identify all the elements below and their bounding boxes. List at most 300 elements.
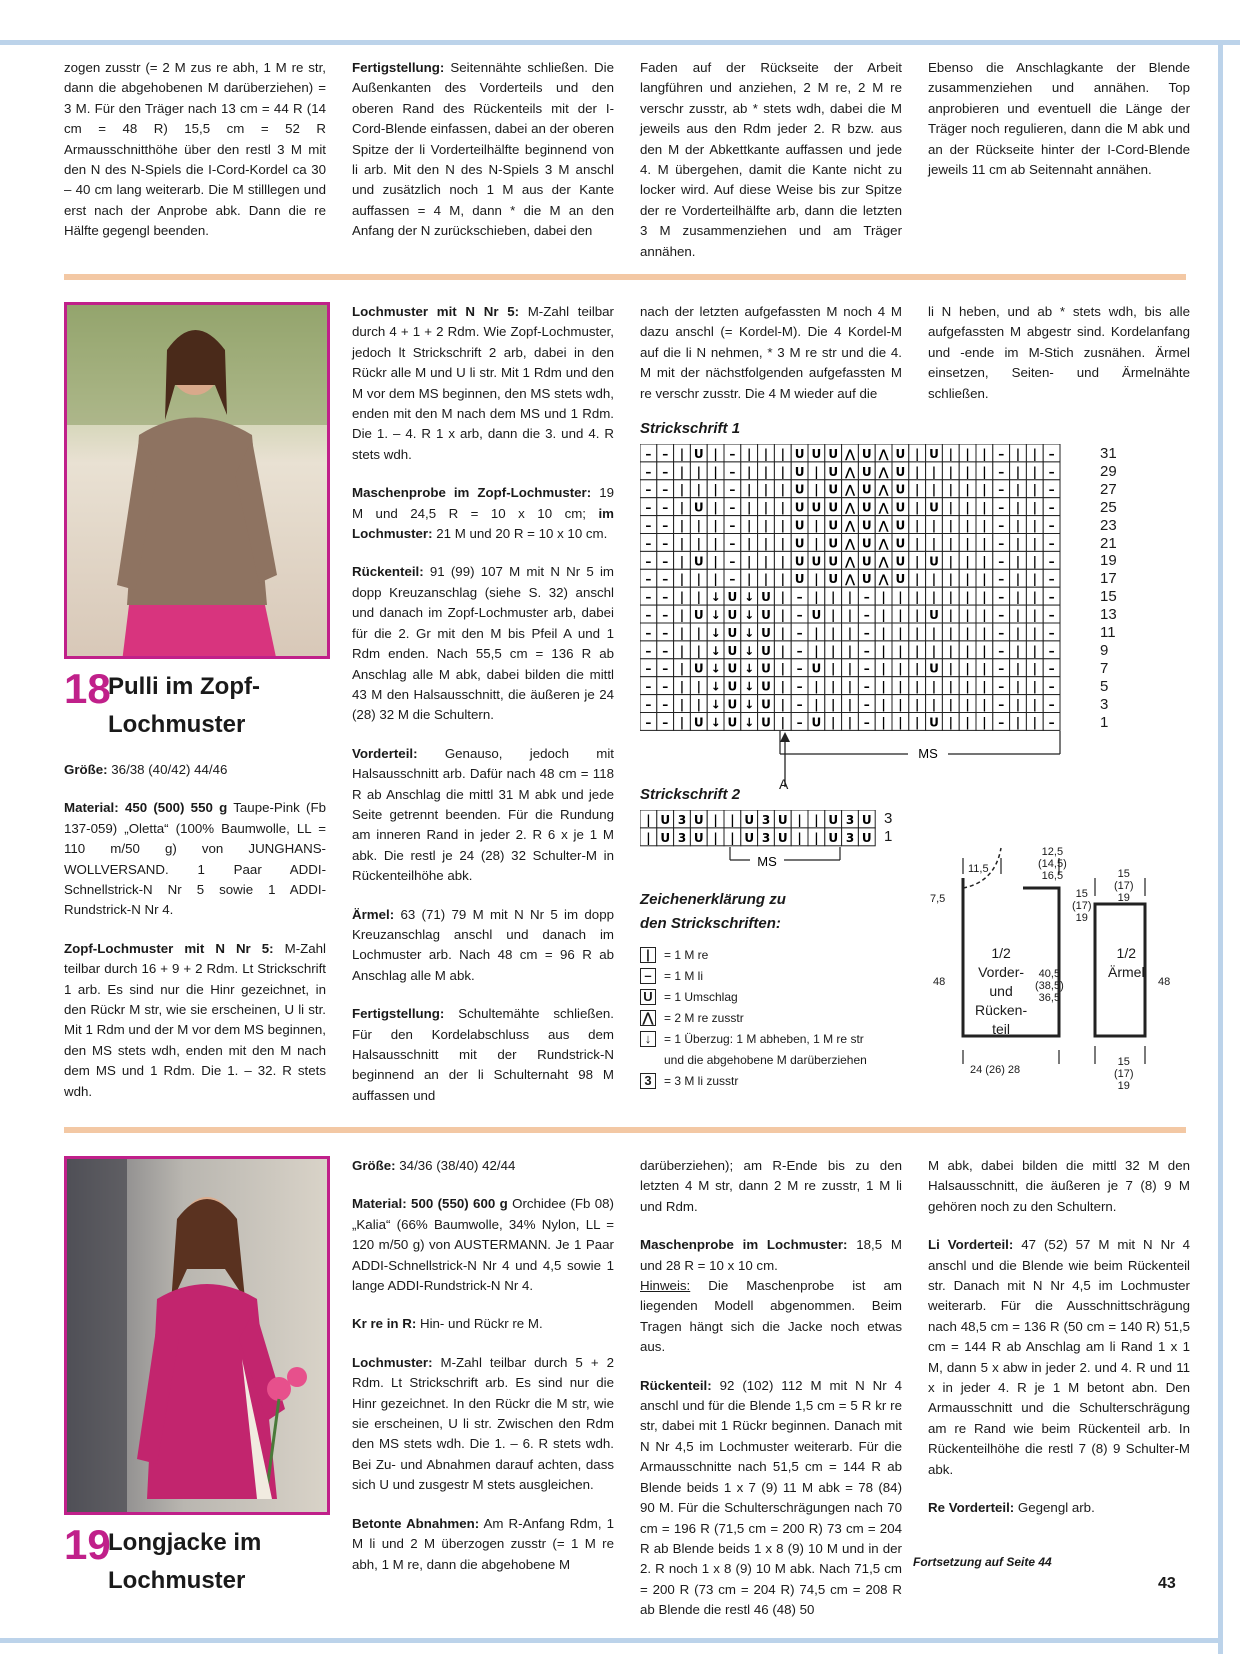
dim-body-width: 24 (26) 28 [970,1064,1021,1076]
chart-symbol: – [796,661,803,676]
chart-symbol: | [814,464,819,479]
chart-symbol: | [747,536,752,551]
top-column-4 [928,58,1190,198]
chart-symbol: | [847,661,853,676]
chart-symbol: | [763,554,769,569]
legend-text: = 1 Überzug: 1 M abheben, 1 M re str [664,1031,864,1046]
chart-symbol: | [780,518,785,533]
chart-symbol: ⋀ [844,482,856,497]
chart-symbol: ↓ [710,643,721,658]
chart-symbol: U [727,679,738,694]
chart-symbol: | [982,464,987,479]
chart-symbol: | [965,464,970,479]
chart-symbol: | [763,464,769,479]
chart-symbol: ⋀ [878,464,889,479]
chart-symbol: | [982,625,987,640]
chart-symbol: U [794,554,805,569]
chart-symbol: ↓ [710,679,721,694]
chart-row-number: 1 [884,827,893,845]
chart-symbol: | [814,536,819,551]
chart-symbol: | [948,625,953,640]
chart-symbol: | [965,661,970,676]
chart-symbol: | [814,518,819,533]
chart-symbol: | [814,812,819,827]
p18-material: Material: 450 (500) 550 g Taupe-Pink (Fb 137-059) „Oletta“ (100% Baumwolle, LL = 110 m/50 g) von JUNGHANS-WOLLVERSAND. 1 Paar ADDI-Schnellstrick-N Nr 5 sowie 1 ADDI-Rundstrick-N Nr 4. [64,800,326,918]
chart-symbol: | [780,572,785,587]
chart-symbol: | [1032,679,1037,694]
chart-symbol: | [679,572,685,587]
chart-symbol: U [895,446,906,461]
chart-symbol: – [1048,679,1055,694]
legend-row [640,944,900,965]
chart-symbol: – [1048,554,1055,569]
chart-symbol: U [794,518,805,533]
chart-symbol: – [645,536,652,551]
chart-symbol: | [1032,643,1037,658]
chart-symbol: | [982,500,987,515]
chart-symbol: | [965,554,970,569]
chart-2-title: Strickschrift 2 [640,786,741,803]
chart-symbol: | [915,590,920,605]
chart-symbol: – [1048,500,1055,515]
chart-symbol: – [662,625,669,640]
chart-symbol: | [965,590,970,605]
chart-symbol: U [929,661,939,676]
chart-symbol: | [780,679,785,694]
chart-symbol: ⋀ [844,554,856,569]
chart-symbol: ↓ [744,590,755,605]
page-frame-bottom [0,1638,1222,1643]
pattern-18-name-line1: Pulli im Zopf- [108,673,260,700]
chart-legend [640,944,900,1091]
chart-symbol: – [662,536,669,551]
chart-symbol: U [660,812,671,827]
chart-symbol: | [898,661,903,676]
chart-symbol: – [796,643,803,658]
chart-symbol: – [998,446,1005,461]
chart-symbol: ↓ [744,697,755,712]
chart-symbol: ⋀ [878,500,889,515]
chart-symbol: | [1032,464,1037,479]
chart-symbol: – [1048,697,1055,712]
chart-symbol: ⋀ [844,572,856,587]
chart-symbol: – [645,500,652,515]
chart-symbol: | [881,625,886,640]
chart-symbol: | [780,446,785,461]
chart-symbol: | [713,830,718,845]
chart-symbol: – [729,536,736,551]
chart-symbol: – [729,554,736,569]
chart-symbol: U [693,812,704,827]
chart-symbol: | [1032,536,1037,551]
chart-symbol: – [645,482,652,497]
chart-symbol: U [811,661,822,676]
chart-symbol: | [831,608,836,622]
chart-symbol: | [1032,715,1037,730]
chart-symbol: | [696,464,701,479]
chart-symbol: U [794,572,805,587]
chart-symbol: | [1032,518,1037,533]
p19-hinweis: Hinweis: Die Maschenprobe ist am liegenden Modell abgenommen. Beim Tragen hängt sich die Jacke noch etwas aus. [640,1278,902,1355]
chart-symbol: | [915,697,920,712]
pattern-18-number: 18 [64,665,111,712]
chart-symbol: – [998,554,1005,569]
chart-symbol: U [861,500,872,515]
p18-column-1 [64,760,326,1120]
chart-symbol: | [948,697,953,712]
chart-symbol: | [763,536,769,551]
chart-symbol: – [662,518,669,533]
pattern-19-name-line1: Longjacke im [108,1529,262,1556]
chart-symbol: | [948,482,953,497]
legend-text: = 1 M re [664,947,709,962]
chart-symbol: | [814,697,819,712]
dim-armhole-top: 15 (17) 19 [1072,888,1092,924]
knitting-chart-1 [640,444,1090,764]
chart-symbol: | [982,536,987,551]
chart-symbol: | [948,661,953,676]
chart-symbol: – [662,679,669,694]
legend-text: = 3 M li zusstr [664,1073,739,1088]
legend-text: = 2 M re zusstr [664,1010,744,1025]
chart-symbol: | [831,679,836,694]
chart-symbol: – [645,608,652,622]
chart-symbol: | [713,464,718,479]
chart-symbol: U [660,830,671,845]
chart-symbol: | [696,625,701,640]
chart-symbol: ⋀ [878,446,889,461]
chart-symbol: | [831,590,836,605]
chart-symbol: ↓ [744,715,755,730]
chart-symbol: | [696,572,701,587]
chart-symbol: | [696,536,701,551]
chart-symbol: | [713,500,718,515]
chart-symbol: – [796,697,803,712]
chart-symbol: U [727,625,738,640]
chart-symbol: | [1015,482,1021,497]
chart-symbol: | [965,446,970,461]
chart-symbol: U [861,464,872,479]
chart-symbol: | [931,536,937,551]
chart-symbol: ↓ [744,661,755,676]
chart-symbol: – [645,464,652,479]
chart-symbol: – [662,590,669,605]
chart-symbol: – [1048,464,1055,479]
model-photo-18 [67,305,330,659]
chart-symbol: ↓ [710,697,721,712]
chart-symbol: | [948,715,953,730]
chart-symbol: | [982,661,987,676]
pattern-18-title [64,665,326,748]
p19-re-vorderteil: Re Vorderteil: Gegengl arb. [928,1500,1095,1516]
chart-symbol: | [881,608,886,622]
chart-symbol: U [693,661,704,676]
top-text-1: zogen zusstr (= 2 M zus re abh, 1 M re str, dann die abgehobenen M darüberziehen) = 3 M. Für den Träger nach 13 cm = 44 R (14 cm = 48 R) 15,5 cm = 52 R Armausschnitthöhe über den restl 3 M mit den N des N-Spiels die I-Cord-Kordel ca 30 – 40 cm lang weiterarb. Die M stilllegen und erst nach der Anprobe abk. Dann die re Hälfte gegengl beenden. [64,60,326,239]
chart-symbol: U [693,715,704,730]
dim-sleeve-height: 48 [1158,976,1171,988]
chart-symbol: | [982,572,987,587]
p18-loch: Lochmuster mit N Nr 5: M-Zahl teilbar durch 4 + 1 + 2 Rdm. Wie Zopf-Lochmuster, jedoch lt Strickschrift 2 arb, dabei in den Rückr alle M und U li str. Mit 1 Rdm und den M vor dem MS beginnen, den MS stets wdh, enden mit den M nach dem MS und 1 Rdm. Die 1. – 4. R 1 x arb, dann die 3. und 4. R stets wdh. [352,304,614,462]
chart-symbol: U [929,554,939,569]
chart-symbol: | [948,572,953,587]
body-label: 1/2 Vorder- und Rücken- teil [975,945,1028,1037]
chart-symbol: U [828,830,839,845]
chart-symbol: | [780,608,785,622]
chart-symbol: – [645,518,652,533]
dim-sleeve-bottom: 15 (17) 19 [1114,1056,1134,1092]
p18-column-4 [928,302,1190,422]
chart-symbol: | [1015,608,1021,622]
chart-symbol: | [965,536,970,551]
chart-symbol: | [1015,536,1021,551]
chart-symbol: – [1048,715,1055,730]
chart-symbol: – [1048,572,1055,587]
legend-row [640,1028,900,1049]
chart-symbol: | [646,812,651,827]
chart-symbol: U [794,500,805,515]
chart-symbol: – [645,572,652,587]
chart-symbol: – [796,625,803,640]
chart-symbol: | [847,590,853,605]
chart-symbol: | [747,554,752,569]
top-column-3 [640,58,902,280]
chart-row-number: 15 [1100,588,1117,606]
chart-symbol: U [761,715,771,730]
chart-1-title: Strickschrift 1 [640,420,741,437]
chart-symbol: | [881,661,886,676]
p19-probe: Maschenprobe im Lochmuster: 18,5 M und 28 R = 10 x 10 cm. [640,1237,902,1273]
chart-symbol: | [881,643,886,658]
chart-symbol: | [931,679,937,694]
chart-symbol: – [796,590,803,605]
legend-row [640,1070,900,1091]
chart-symbol: – [1048,625,1055,640]
chart-symbol: ↓ [744,608,755,622]
chart-symbol: | [915,572,920,587]
knitting-chart-2 [640,810,890,870]
chart-symbol: | [965,625,970,640]
chart-symbol: | [679,590,685,605]
chart-symbol: U [861,536,872,551]
dim-armhole-height: 40,5 (38,5) 36,5 [1035,968,1064,1004]
p18-text-3: nach der letzten aufgefassten M noch 4 M dazu anschl (= Kordel-M). Die 4 Kordel-M auf die li N nehmen, * 3 M re str und die 4. M mit der nächstfolgenden aufgefassten M re verschr zusstr. Die 4 M wieder auf die [640,304,902,401]
chart-symbol: | [679,625,685,640]
chart-symbol: U [861,518,872,533]
chart-symbol: ⋀ [844,536,856,551]
chart-symbol: | [948,590,953,605]
chart-symbol: | [931,464,937,479]
chart-symbol: – [998,518,1005,533]
chart-symbol: | [831,697,836,712]
chart-symbol: U [861,482,872,497]
chart-symbol: U [828,572,839,587]
legend-symbol-icon: ↓ [640,1031,656,1047]
chart-symbol: – [662,608,669,622]
chart-symbol: U [727,590,738,605]
chart-symbol: ↓ [710,661,721,676]
chart-symbol: | [1032,500,1037,515]
chart-symbol: | [881,715,886,730]
chart-symbol: – [998,697,1005,712]
chart-symbol: | [713,572,718,587]
chart-symbol: U [929,608,939,622]
chart-symbol: | [797,830,802,845]
legend-symbol-icon: U [640,989,656,1005]
chart-symbol: | [780,500,785,515]
chart-symbol: | [915,661,920,676]
chart-symbol: – [998,679,1005,694]
chart-symbol: | [847,608,853,622]
chart-symbol: U [727,661,738,676]
chart-symbol: | [965,679,970,694]
chart-symbol: | [931,518,937,533]
chart-symbol: | [696,518,701,533]
chart-symbol: U [895,536,906,551]
chart-symbol: – [662,500,669,515]
chart-symbol: | [747,482,752,497]
chart-symbol: | [679,697,685,712]
chart-symbol: – [729,482,736,497]
chart-symbol: – [645,643,652,658]
chart-symbol: | [1015,715,1021,730]
chart-symbol: – [796,715,803,730]
chart-symbol: – [863,608,870,622]
chart-symbol: | [1015,697,1021,712]
chart-symbol: | [679,608,685,622]
chart-symbol: U [929,446,939,461]
chart-symbol: U [828,518,839,533]
chart-symbol: ⋀ [844,500,856,515]
chart-symbol: ⋀ [844,446,856,461]
chart-symbol: | [915,500,920,515]
chart-symbol: U [861,446,872,461]
chart-symbol: U [811,608,822,622]
chart-symbol: | [982,554,987,569]
chart-symbol: ↓ [710,590,721,605]
chart-row-number: 17 [1100,570,1117,588]
chart-row-number: 9 [1100,641,1109,659]
legend-symbol-icon: | [640,947,656,963]
chart-symbol: | [1015,554,1021,569]
dim-top-right: 12,5 (14,5) 16,5 [1038,846,1067,882]
pattern-19-name-line2: Lochmuster [108,1567,246,1594]
p19-rueckenteil: Rückenteil: 92 (102) 112 M mit N Nr 4 anschl und für die Blende 1,5 cm = 5 R kr re str, dabei mit 1 Rückr beginnen. Danach mit N Nr 4,5 im Lochmuster weiterarb. Für die Armausschnitte nach 51,5 cm = 144 R ab Blende beids 1 x 7 (9) 11 M abk = 78 (84) 90 M. Für die Schulterschrägungen nach 70 cm = 196 R (71,5 cm = 200 R) 73 cm = 204 R ab Blende beids 1 x 8 (9) 10 M und in der 2. R noch 1 x 8 (9) 10 M abk. Nach 71,5 cm = 200 R (73 cm = 204 R) 74,5 cm = 208 R ab Blende die restl 46 (48) 50 [640,1377,902,1618]
p19-loch: Lochmuster: M-Zahl teilbar durch 5 + 2 Rdm. Lt Strickschrift arb. Es sind nur die Hinr gezeichnet. In den Rückr die M str, wie sie erscheinen, U li str. Zwischen den Rdm den MS stets wdh. Die 1. – 6. R stets wdh. Bei Zu- und Abnahmen darauf achten, dass sich U und zusgestr M stets ausgleichen. [352,1354,614,1493]
chart-symbol: | [747,518,752,533]
chart-symbol: | [982,590,987,605]
chart-symbol: | [915,554,920,569]
chart-symbol: U [761,625,771,640]
chart-symbol: – [1048,643,1055,658]
chart-symbol: U [861,830,872,845]
chart-symbol: – [1048,661,1055,676]
chart-symbol: | [931,590,937,605]
chart-symbol: – [1048,446,1055,461]
chart-symbol: U [929,715,939,730]
chart-symbol: | [948,608,953,622]
chart-symbol: – [998,500,1005,515]
chart-symbol: – [1048,608,1055,622]
chart-symbol: ⋀ [878,482,889,497]
chart-1-grid [640,444,1060,730]
top-text-4: Ebenso die Anschlagkante der Blende zusammenziehen und annähen. Top anprobieren und eventuell die Länge der Träger noch regulieren, dann die M abk und an der Rückseite hinter der I-Cord-Blende jeweils 11 cm ab Seitennaht annähen. [928,60,1190,178]
chart-symbol: | [881,697,886,712]
chart-symbol: | [982,715,987,730]
chart-symbol: – [998,715,1005,730]
chart-symbol: | [847,643,853,658]
chart-symbol: – [796,679,803,694]
chart-symbol: | [696,697,701,712]
chart-symbol: – [662,446,669,461]
chart-symbol: | [696,590,701,605]
chart-symbol: ↓ [710,715,721,730]
legend-text: = 1 M li [664,968,704,983]
arrow-a-label: A [779,776,789,792]
chart-symbol: U [693,830,704,845]
chart-symbol: | [915,482,920,497]
chart-symbol: | [780,643,785,658]
chart-symbol: – [998,482,1005,497]
chart-symbol: | [948,500,953,515]
top-column-2 [352,58,614,260]
chart-symbol: U [828,536,839,551]
chart-row-number: 25 [1100,498,1117,516]
chart-symbol: – [998,590,1005,605]
chart-symbol: | [1032,554,1037,569]
section-divider [64,274,1186,280]
chart-symbol: | [965,482,970,497]
chart-row-number: 19 [1100,552,1117,570]
photo-pattern-18 [64,302,330,659]
chart-symbol: U [693,608,704,622]
chart-symbol: | [915,608,920,622]
p18-column-2 [352,302,614,1124]
p19-column-2 [352,1156,614,1593]
chart-symbol: | [948,643,953,658]
chart-symbol: | [713,482,718,497]
chart-symbol: | [831,661,836,676]
chart-symbol: U [929,500,939,515]
chart-symbol: | [898,590,903,605]
chart-symbol: | [730,812,735,827]
chart-symbol: | [1015,464,1021,479]
chart-symbol: | [915,625,920,640]
continuation-note: Fortsetzung auf Seite 44 [913,1555,1052,1569]
chart-symbol: ⋀ [878,572,889,587]
chart-symbol: U [744,812,755,827]
chart-symbol: | [679,446,685,461]
p19-column-3 [640,1156,902,1639]
dim-top-left: 11,5 [968,863,989,875]
chart-row-number: 3 [884,810,893,827]
chart-symbol: | [713,518,718,533]
p18-vorderteil: Vorderteil: Genauso, jedoch mit Halsausschnitt arb. Dafür nach 48 cm = 118 R ab Anschlag die mittl 31 M abk und jede Seite getrennt beenden. Für die Rundung am inneren Rand in jeder 2. R 6 x je 1 M abk. Die restl je 24 (28) 32 Schulter-M in Rückenteilhöhe abk. [352,745,614,884]
chart-symbol: | [898,643,903,658]
chart-symbol: U [811,715,822,730]
chart-symbol: – [863,661,870,676]
legend-row [640,986,900,1007]
chart-symbol: | [965,697,970,712]
chart-symbol: U [828,812,839,827]
chart-symbol: | [982,446,987,461]
chart-symbol: U [761,679,771,694]
p18-rueckenteil: Rückenteil: 91 (99) 107 M mit N Nr 5 im dopp Kreuzanschlag (siehe S. 32) anschl und danach im Zopf-Lochmuster arb, dabei für die 2. Gr mit den M bis Pfeil A und 1 Rdm enden. Nach 55,5 cm = 136 R ab Anschlag alle M abk, dabei bilden die mittl 43 M den Halsausschnitt, die äußeren je 24 (28) 32 M die Schultern. [352,564,614,723]
chart-symbol: | [931,572,937,587]
chart-symbol: – [645,554,652,569]
chart-symbol: | [847,679,853,694]
p18-zopf: Zopf-Lochmuster mit N Nr 5: M-Zahl teilbar durch 16 + 9 + 2 Rdm. Lt Strickschrift 1 arb. Es sind nur die Hinr gezeichnet, in den Rückr M str, wie sie erscheinen, U li str. Mit 1 Rdm und der M vor dem MS beginnen, den MS stets wdh, enden mit den M nach dem MS und 1 Rdm. Die 1. – 32. R stets wdh. [64,940,326,1099]
chart-symbol: | [965,500,970,515]
